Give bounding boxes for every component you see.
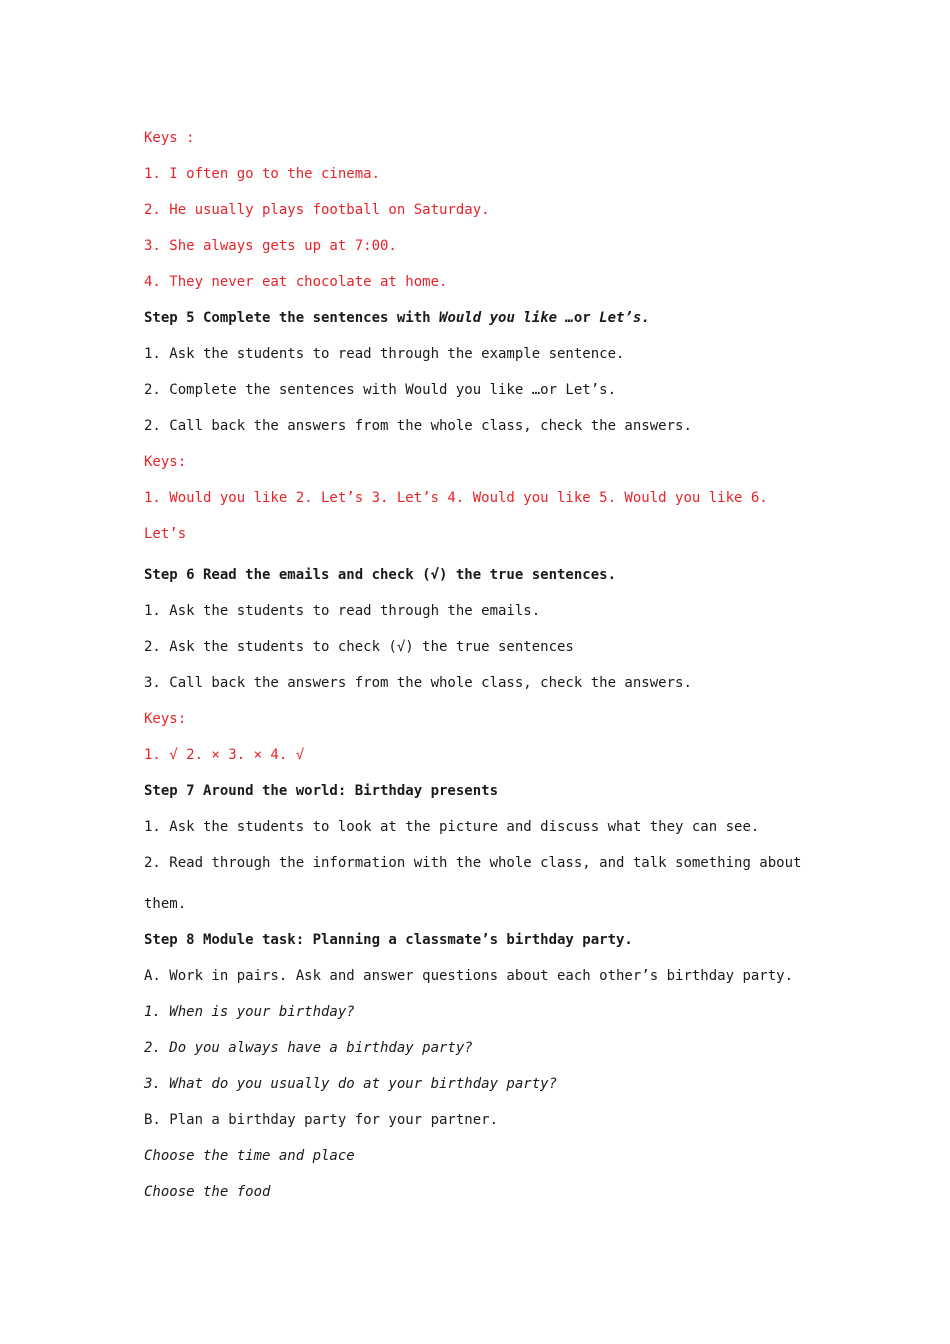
step5-keys-label: Keys: — [144, 454, 187, 470]
step6-item: 1. Ask the students to read through the emails. — [144, 603, 541, 619]
step5-keys-line: Let’s — [144, 526, 187, 542]
step8-question: 1. When is your birthday? — [144, 1004, 355, 1020]
step6-keys-line: 1. √ 2. × 3. × 4. √ — [144, 747, 305, 763]
document-page — [144, 120, 814, 1210]
step5-item: 2. Complete the sentences with Would you like …or Let’s. — [144, 382, 617, 398]
step8-choice: Choose the time and place — [144, 1148, 355, 1164]
step8-heading: Step 8 Module task: Planning a classmate’s birthday party. — [144, 932, 633, 948]
step8-question: 3. What do you usually do at your birthday party? — [144, 1076, 558, 1092]
step7-item: 1. Ask the students to look at the picture and discuss what they can see. — [144, 819, 760, 835]
key-item: 1. I often go to the cinema. — [144, 166, 381, 182]
step5-item: 1. Ask the students to read through the example sentence. — [144, 346, 625, 362]
step5-heading-mid: or — [573, 310, 600, 326]
step7-heading: Step 7 Around the world: Birthday presents — [144, 783, 499, 799]
step6-keys-label: Keys: — [144, 711, 187, 727]
step8-question: 2. Do you always have a birthday party? — [144, 1040, 473, 1056]
step7-item: 2. Read through the information with the whole class, and talk something about — [144, 855, 802, 871]
step6-item: 2. Ask the students to check (√) the true sentences — [144, 639, 574, 655]
step5-keys-line: 1. Would you like 2. Let’s 3. Let’s 4. Would you like 5. Would you like 6. — [144, 490, 768, 506]
key-item: 2. He usually plays football on Saturday. — [144, 202, 490, 218]
step5-heading-text: Step 5 Complete the sentences with — [144, 310, 440, 326]
keys-label: Keys : — [144, 130, 195, 146]
step6-item: 3. Call back the answers from the whole class, check the answers. — [144, 675, 692, 691]
key-item: 4. They never eat chocolate at home. — [144, 274, 448, 290]
step8-choice: Choose the food — [144, 1184, 271, 1200]
key-item: 3. She always gets up at 7:00. — [144, 238, 397, 254]
step5-heading-em1: Would you like … — [439, 310, 574, 326]
step5-heading-em2: Let’s. — [599, 310, 650, 326]
step7-item-continued: them. — [144, 896, 187, 912]
step5-heading — [144, 300, 814, 336]
step8-part-b: B. Plan a birthday party for your partner. — [144, 1112, 499, 1128]
step5-item: 2. Call back the answers from the whole class, check the answers. — [144, 418, 692, 434]
step6-heading: Step 6 Read the emails and check (√) the true sentences. — [144, 567, 617, 583]
step8-part-a: A. Work in pairs. Ask and answer questions about each other’s birthday party. — [144, 968, 794, 984]
